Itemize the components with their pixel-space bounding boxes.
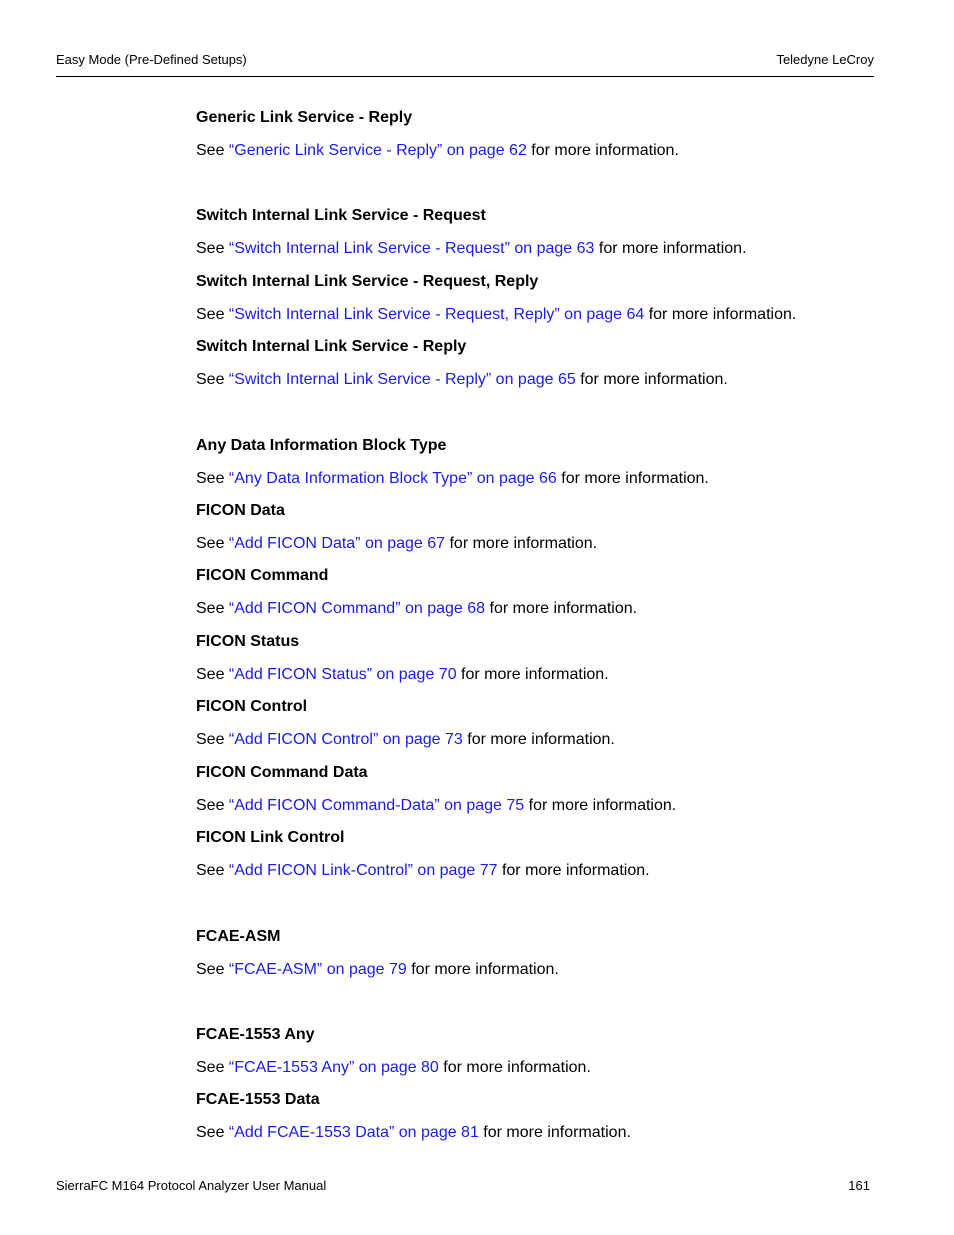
suffix-text: for more information. (644, 306, 797, 323)
entry-title: FICON Command Data (196, 764, 368, 781)
entry-reference (196, 796, 916, 816)
entry-title: FICON Link Control (196, 829, 345, 846)
entry-reference (196, 239, 916, 259)
entry-reference (196, 599, 916, 619)
suffix-text: for more information. (524, 797, 677, 814)
suffix-text: for more information. (478, 1124, 631, 1141)
page-footer (56, 1178, 870, 1196)
see-text: See (196, 600, 229, 617)
entry-reference (196, 370, 916, 390)
cross-reference-link[interactable]: “Add FICON Control” on page 73 (228, 731, 463, 748)
entry-generic-link-service-reply (196, 108, 916, 161)
entry-title: FICON Control (196, 698, 308, 715)
entry-reference (196, 534, 916, 554)
entry-title: Switch Internal Link Service - Request, Reply (196, 273, 539, 290)
header-company: Teledyne LeCroy (776, 52, 874, 67)
see-text: See (196, 306, 229, 323)
entry-reference (196, 1058, 916, 1078)
entry-reference (196, 141, 916, 161)
suffix-text: for more information. (445, 535, 598, 552)
page-header (56, 52, 874, 77)
cross-reference-link[interactable]: “Switch Internal Link Service - Request” on page 63 (228, 240, 595, 257)
suffix-text: for more information. (462, 731, 615, 748)
cross-reference-link[interactable]: “Add FICON Data” on page 67 (228, 535, 446, 552)
cross-reference-link[interactable]: “FCAE-ASM” on page 79 (228, 961, 407, 978)
see-text: See (196, 470, 229, 487)
entry-switch-internal-request-reply (196, 272, 916, 325)
entry-ficon-command-data (196, 763, 916, 816)
see-text: See (196, 240, 229, 257)
entry-ficon-status (196, 632, 916, 685)
entry-reference (196, 960, 916, 980)
suffix-text: for more information. (594, 240, 747, 257)
page-number: 161 (848, 1178, 870, 1193)
cross-reference-link[interactable]: “Add FICON Status” on page 70 (228, 666, 457, 683)
suffix-text: for more information. (485, 600, 638, 617)
suffix-text: for more information. (438, 1059, 591, 1076)
suffix-text: for more information. (497, 862, 650, 879)
cross-reference-link[interactable]: “Add FCAE-1553 Data” on page 81 (228, 1124, 479, 1141)
see-text: See (196, 142, 229, 159)
entry-title: Switch Internal Link Service - Request (196, 207, 486, 224)
suffix-text: for more information. (456, 666, 609, 683)
cross-reference-link[interactable]: “Add FICON Command” on page 68 (228, 600, 486, 617)
see-text: See (196, 797, 229, 814)
cross-reference-link[interactable]: “Any Data Information Block Type” on page 66 (228, 470, 557, 487)
entry-title: FCAE-1553 Data (196, 1091, 320, 1108)
cross-reference-link[interactable]: “FCAE-1553 Any” on page 80 (228, 1059, 439, 1076)
entry-title: FICON Command (196, 567, 329, 584)
entry-title: Generic Link Service - Reply (196, 109, 413, 126)
see-text: See (196, 371, 229, 388)
entry-reference (196, 665, 916, 685)
entry-ficon-command (196, 566, 916, 619)
see-text: See (196, 1124, 229, 1141)
entry-fcae-1553-data (196, 1090, 916, 1143)
entry-ficon-link-control (196, 828, 916, 881)
suffix-text: for more information. (556, 470, 709, 487)
entry-reference (196, 469, 916, 489)
see-text: See (196, 862, 229, 879)
entry-reference (196, 861, 916, 881)
entry-switch-internal-reply (196, 337, 916, 390)
see-text: See (196, 535, 229, 552)
entry-reference (196, 305, 916, 325)
entry-switch-internal-request (196, 206, 916, 259)
entry-title: FICON Status (196, 633, 300, 650)
see-text: See (196, 1059, 229, 1076)
cross-reference-link[interactable]: “Switch Internal Link Service - Reply” on page 65 (228, 371, 576, 388)
entry-any-data-information-block-type (196, 436, 916, 489)
cross-reference-link[interactable]: “Add FICON Link-Control” on page 77 (228, 862, 498, 879)
see-text: See (196, 666, 229, 683)
entry-title: Switch Internal Link Service - Reply (196, 338, 467, 355)
entry-title: FICON Data (196, 502, 285, 519)
entry-title: Any Data Information Block Type (196, 437, 447, 454)
entry-title: FCAE-ASM (196, 928, 281, 945)
manual-title: SierraFC M164 Protocol Analyzer User Manual (56, 1178, 327, 1193)
entry-fcae-1553-any (196, 1025, 916, 1078)
cross-reference-link[interactable]: “Add FICON Command-Data” on page 75 (228, 797, 525, 814)
entry-reference (196, 1123, 916, 1143)
cross-reference-link[interactable]: “Generic Link Service - Reply” on page 62 (228, 142, 527, 159)
suffix-text: for more information. (526, 142, 679, 159)
suffix-text: for more information. (575, 371, 728, 388)
see-text: See (196, 961, 229, 978)
entry-ficon-control (196, 697, 916, 750)
entry-title: FCAE-1553 Any (196, 1026, 315, 1043)
entry-reference (196, 730, 916, 750)
header-section-title: Easy Mode (Pre-Defined Setups) (56, 52, 247, 67)
entry-ficon-data (196, 501, 916, 554)
entry-fcae-asm (196, 927, 916, 980)
cross-reference-link[interactable]: “Switch Internal Link Service - Request, Reply” on page 64 (228, 306, 645, 323)
see-text: See (196, 731, 229, 748)
suffix-text: for more information. (406, 961, 559, 978)
